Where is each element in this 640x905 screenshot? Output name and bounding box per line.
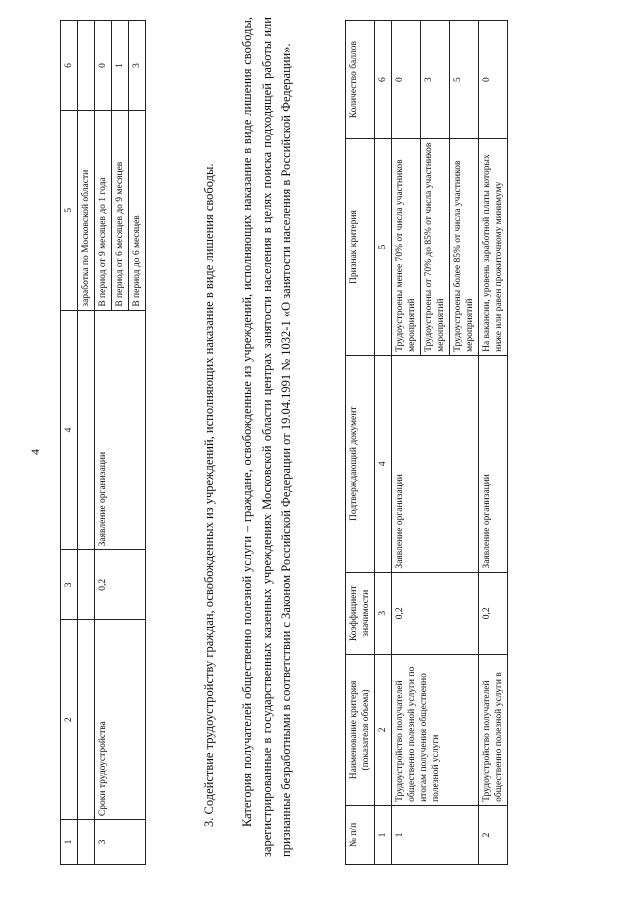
document-cell: Заявление организации bbox=[95, 310, 146, 550]
table-row bbox=[479, 21, 508, 865]
criteria-table-continued bbox=[60, 20, 146, 865]
page-number: 4 bbox=[28, 449, 42, 455]
criteria-table bbox=[345, 20, 508, 865]
table-row bbox=[95, 21, 112, 865]
criterion-name: Сроки трудоустройства bbox=[95, 620, 146, 820]
coefficient: 0,2 bbox=[95, 550, 146, 620]
score-cell: 0 bbox=[392, 21, 421, 139]
coefficient: 0,2 bbox=[392, 572, 479, 654]
criteria-cell: Трудоустроены менее 70% от числа участников мероприятий bbox=[392, 139, 421, 356]
criteria-cell: В период от 6 месяцев до 9 месяцев bbox=[112, 110, 129, 310]
header-cell: № п/п bbox=[346, 805, 375, 864]
column-number: 6 bbox=[375, 21, 392, 139]
header-cell: 4 bbox=[61, 310, 78, 550]
criterion-name: Трудоустройство получателей общественно полезной услуги по итогам получения общественно полезной услуги bbox=[392, 654, 479, 805]
header-cell: 6 bbox=[61, 21, 78, 111]
criteria-cell: В период от 9 месяцев до 1 года bbox=[95, 110, 112, 310]
header-cell: 3 bbox=[61, 550, 78, 620]
table-number-row bbox=[375, 21, 392, 865]
score-cell: 0 bbox=[479, 21, 508, 139]
criteria-cell: Трудоустроены от 70% до 85% от числа участников мероприятий bbox=[421, 139, 450, 356]
header-cell: Наименование критерия (показателя объема) bbox=[346, 654, 375, 805]
header-cell: 1 bbox=[61, 820, 78, 865]
criteria-cell: На вакансии, уровень заработной платы которых ниже или равен прожиточному минимуму bbox=[479, 139, 508, 356]
criteria-cell: заработка по Московской области bbox=[78, 110, 95, 310]
header-cell: 5 bbox=[61, 110, 78, 310]
header-cell: Подтверждающий документ bbox=[346, 355, 375, 572]
criterion-name: Трудоустройство получателей общественно полезной услуги в bbox=[479, 654, 508, 805]
header-cell: 2 bbox=[61, 620, 78, 820]
score-cell: 1 bbox=[112, 21, 129, 111]
score-cell: 0 bbox=[95, 21, 112, 111]
table-header-row bbox=[61, 21, 78, 865]
document-cell: Заявление организации bbox=[392, 355, 479, 572]
column-number: 4 bbox=[375, 355, 392, 572]
criteria-cell: Трудоустроены более 85% от числа участников мероприятий bbox=[450, 139, 479, 356]
row-number: 2 bbox=[479, 805, 508, 864]
criteria-cell: В период до 6 месяцев bbox=[129, 110, 146, 310]
coefficient: 0,2 bbox=[479, 572, 508, 654]
column-number: 2 bbox=[375, 654, 392, 805]
section-text: Категория получателей общественно полезной услуги – граждане, освобожденные из учреждений, исполняющих наказание в виде лишения свободы, зарегистрированные в государственных казенных учреждениях Московской области центрах занятости населения в целях поиска подходящей работы или признанные безработными в соответствии с Законом Российской Федерации от 19.04.1991 № 1032-1 «О занятости населения в Российской Федерации». bbox=[240, 17, 293, 857]
table-header-row bbox=[346, 21, 375, 865]
column-number: 1 bbox=[375, 805, 392, 864]
header-cell: Признак критерия bbox=[346, 139, 375, 356]
column-number: 5 bbox=[375, 139, 392, 356]
score-cell: 3 bbox=[129, 21, 146, 111]
row-number: 3 bbox=[95, 820, 146, 865]
column-number: 3 bbox=[375, 572, 392, 654]
section-title: 3. Содействие трудоустройству граждан, освобожденных из учреждений, исполняющих наказание в виде лишения свободы. bbox=[202, 163, 216, 827]
row-number: 1 bbox=[392, 805, 479, 864]
header-cell: Коэффициент значимости bbox=[346, 572, 375, 654]
header-cell: Количество баллов bbox=[346, 21, 375, 139]
document-cell: Заявление организации bbox=[479, 355, 508, 572]
table-row bbox=[78, 21, 95, 865]
table-row bbox=[392, 21, 421, 865]
score-cell: 3 bbox=[421, 21, 450, 139]
score-cell: 5 bbox=[450, 21, 479, 139]
